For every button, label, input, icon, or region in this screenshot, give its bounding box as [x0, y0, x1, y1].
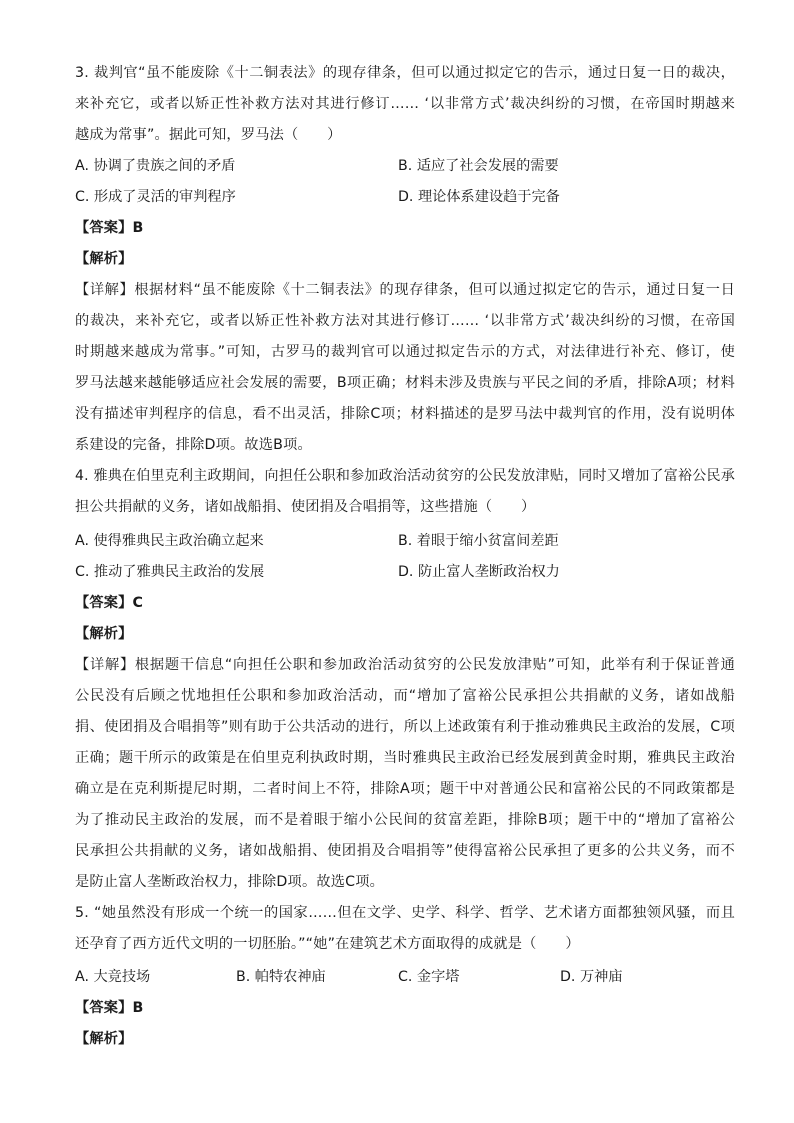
q3-detail-line-2: 的裁决，来补充它，或者以矫正性补救方法对其进行修订…… ‘以非常方式’裁决纠纷的习惯，在帝国 [75, 313, 735, 329]
q4-analysis-title: 【解析】 [75, 626, 133, 642]
q4-answer: 【答案】C [75, 595, 144, 611]
q4-detail-line-8: 是防止富人垄断政治权力，排除D项。故选C项。 [75, 874, 384, 890]
q5-option-d: D. 万神庙 [560, 969, 623, 985]
q3-stem-line-3: 越成为常事”。据此可知，罗马法（ ） [75, 127, 342, 143]
q4-option-c: C. 推动了雅典民主政治的发展 [75, 564, 265, 580]
q3-detail-line-1: 【详解】根据材料“虽不能废除《十二铜表法》的现存律条，但可以通过拟定它的告示，通过日复一日 [75, 282, 735, 298]
q5-stem-line-1: 5. “她虽然没有形成一个统一的国家……但在文学、史学、科学、哲学、艺术诸方面都独领风骚，而且 [75, 905, 735, 921]
q4-stem-line-2: 担公共捐献的义务，诸如战船捐、使团捐及合唱捐等，这些措施（ ） [75, 499, 536, 515]
q4-detail-line-7: 民承担公共捐献的义务，诸如战船捐、使团捐及合唱捐等”使得富裕公民承担了更多的公共义务，而不 [75, 843, 735, 859]
q3-detail-line-4: 罗马法越来越能够适应社会发展的需要，B项正确；材料未涉及贵族与平民之间的矛盾，排除A项；材料 [75, 375, 735, 391]
q3-option-b: B. 适应了社会发展的需要 [398, 158, 559, 174]
q5-option-c: C. 金字塔 [398, 969, 460, 985]
q4-stem-line-1: 4. 雅典在伯里克利主政期间，向担任公职和参加政治活动贫穷的公民发放津贴，同时又增加了富裕公民承 [75, 468, 735, 484]
q5-option-b: B. 帕特农神庙 [236, 969, 326, 985]
q3-option-d: D. 理论体系建设趋于完备 [398, 189, 560, 205]
q3-detail-line-5: 没有描述审判程序的信息，看不出灵活，排除C项；材料描述的是罗马法中裁判官的作用，没有说明体 [75, 406, 735, 422]
q3-stem-line-2: 来补充它，或者以矫正性补救方法对其进行修订…… ‘以非常方式’裁决纠纷的习惯，在帝国时期越来 [75, 96, 735, 112]
q3-answer: 【答案】B [75, 220, 144, 236]
q4-detail-line-2: 公民没有后顾之忧地担任公职和参加政治活动，而“增加了富裕公民承担公共捐献的义务，诸如战船 [75, 688, 735, 704]
q5-analysis-title: 【解析】 [75, 1031, 133, 1047]
q5-answer: 【答案】B [75, 1000, 144, 1016]
q4-detail-line-5: 确立是在克利斯提尼时期，二者时间上不符，排除A项；题干中对普通公民和富裕公民的不同政策都是 [75, 781, 735, 797]
q4-option-b: B. 着眼于缩小贫富间差距 [398, 533, 559, 549]
q3-option-c: C. 形成了灵活的审判程序 [75, 189, 236, 205]
q5-stem-line-2: 还孕育了西方近代文明的一切胚胎。”“她”在建筑艺术方面取得的成就是（ ） [75, 936, 580, 952]
q3-detail-line-3: 时期越来越成为常事。”可知，古罗马的裁判官可以通过拟定告示的方式，对法律进行补充、修订，使 [75, 344, 735, 360]
q4-detail-line-4: 正确；题干所示的政策是在伯里克利执政时期，当时雅典民主政治已经发展到黄金时期，雅典民主政治 [75, 750, 735, 766]
q3-detail-line-6: 系建设的完备，排除D项。故选B项。 [75, 437, 312, 453]
q4-detail-line-3: 捐、使团捐及合唱捐等”则有助于公共活动的进行，所以上述政策有利于推动雅典民主政治的发展，C项 [75, 719, 735, 735]
q4-option-a: A. 使得雅典民主政治确立起来 [75, 533, 264, 549]
q3-stem-line-1: 3. 裁判官“虽不能废除《十二铜表法》的现存律条，但可以通过拟定它的告示，通过日复一日的裁决， [75, 65, 735, 81]
q3-option-a: A. 协调了贵族之间的矛盾 [75, 158, 236, 174]
q4-option-d: D. 防止富人垄断政治权力 [398, 564, 560, 580]
q4-detail-line-1: 【详解】根据题干信息“向担任公职和参加政治活动贫穷的公民发放津贴”可知，此举有利于保证普通 [75, 657, 735, 673]
q4-detail-line-6: 为了推动民主政治的发展，而不是着眼于缩小公民间的贫富差距，排除B项；题干中的“增加了富裕公 [75, 812, 735, 828]
q5-option-a: A. 大竞技场 [75, 969, 151, 985]
q3-analysis-title: 【解析】 [75, 251, 133, 267]
